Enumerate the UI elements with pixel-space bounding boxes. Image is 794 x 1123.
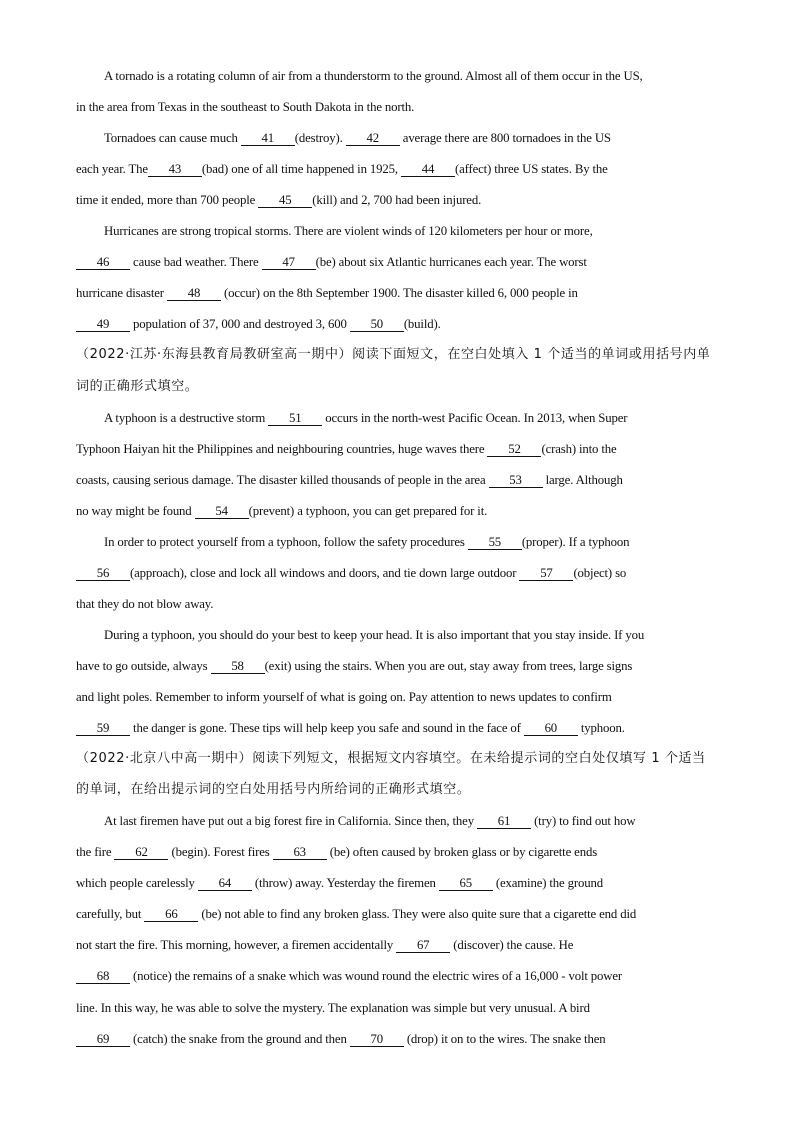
text-line: carefully, but 66 (be) not able to find any broken glass. They were also quite sure that a cigarette end did [76, 907, 637, 922]
text-line: line. In this way, he was able to solve the mystery. The explanation was simple but very unusual. A bird [76, 1000, 590, 1015]
answer-blank[interactable]: 64 [198, 876, 252, 891]
answer-blank[interactable]: 60 [524, 721, 578, 736]
answer-blank[interactable]: 69 [76, 1032, 130, 1047]
answer-blank[interactable]: 56 [76, 566, 130, 581]
text-line: 49 population of 37, 000 and destroyed 3, 600 50 (build). [76, 316, 726, 332]
text-line: A typhoon is a destructive storm 51 occurs in the north-west Pacific Ocean. In 2013, when Super [104, 410, 628, 425]
answer-blank[interactable]: 57 [519, 566, 573, 581]
text-line: each year. The 43 (bad) one of all time happened in 1925, 44 (affect) three US states. By the [76, 162, 608, 177]
answer-blank[interactable]: 43 [148, 162, 202, 177]
text-line: 59 the danger is gone. These tips will help keep you safe and sound in the face of 60 typhoon. [76, 720, 726, 736]
answer-blank[interactable]: 42 [346, 131, 400, 146]
instruction-line: （2022·江苏·东海县教育局教研室高一期中）阅读下面短文，在空白处填入 1 个适当的单词或用括号内单 [76, 347, 711, 363]
text-line: in the area from Texas in the southeast to South Dakota in the north. [76, 100, 415, 115]
answer-blank[interactable]: 58 [211, 659, 265, 674]
text-line: the fire 62 (begin). Forest fires 63 (be) often caused by broken glass or by cigarette ends [76, 845, 598, 860]
answer-blank[interactable]: 55 [468, 535, 522, 550]
answer-blank[interactable]: 46 [76, 255, 130, 270]
text-line: Typhoon Haiyan hit the Philippines and neighbouring countries, huge waves there 52 (crash) into the [76, 441, 617, 456]
text-line: 68 (notice) the remains of a snake which was wound round the electric wires of a 16,000 - volt power [76, 968, 726, 984]
text-line: 56 (approach), close and lock all windows and doors, and tie down large outdoor 57 (object) so [76, 565, 726, 581]
text-line: no way might be found 54 (prevent) a typhoon, you can get prepared for it. [76, 503, 488, 518]
text-line: In order to protect yourself from a typhoon, follow the safety procedures 55 (proper). If a typhoon [104, 534, 630, 549]
answer-blank[interactable]: 54 [195, 504, 249, 519]
text-line: have to go outside, always 58 (exit) using the stairs. When you are out, stay away from trees, large signs [76, 658, 633, 673]
text-line: Hurricanes are strong tropical storms. There are violent winds of 120 kilometers per hour or more, [104, 224, 593, 239]
answer-blank[interactable]: 51 [268, 411, 322, 426]
answer-blank[interactable]: 65 [439, 876, 493, 891]
answer-blank[interactable]: 66 [144, 907, 198, 922]
answer-blank[interactable]: 48 [167, 286, 221, 301]
text-line: 46 cause bad weather. There 47 (be) about six Atlantic hurricanes each year. The worst [76, 254, 726, 270]
answer-blank[interactable]: 52 [487, 442, 541, 457]
text-line: and light poles. Remember to inform yourself of what is going on. Pay attention to news updates to confirm [76, 690, 612, 704]
answer-blank[interactable]: 49 [76, 317, 130, 332]
instruction-line: 词的正确形式填空。 [76, 378, 199, 394]
text-line: hurricane disaster 48 (occur) on the 8th September 1900. The disaster killed 6, 000 people in [76, 286, 578, 301]
answer-blank[interactable]: 41 [241, 131, 295, 146]
answer-blank[interactable]: 63 [273, 845, 327, 860]
text-line: Tornadoes can cause much 41 (destroy). 42 average there are 800 tornadoes in the US [104, 131, 611, 146]
answer-blank[interactable]: 45 [258, 193, 312, 208]
text-line: not start the fire. This morning, however, a firemen accidentally 67 (discover) the cause. He [76, 938, 574, 953]
answer-blank[interactable]: 70 [350, 1032, 404, 1047]
text-line: time it ended, more than 700 people 45 (kill) and 2, 700 had been injured. [76, 193, 482, 208]
answer-blank[interactable]: 47 [262, 255, 316, 270]
text-line: which people carelessly 64 (throw) away. Yesterday the firemen 65 (examine) the ground [76, 876, 603, 891]
text-line: 69 (catch) the snake from the ground and then 70 (drop) it on to the wires. The snake then [76, 1031, 726, 1047]
text-line: A tornado is a rotating column of air from a thunderstorm to the ground. Almost all of them occur in the US, [104, 69, 643, 83]
answer-blank[interactable]: 59 [76, 721, 130, 736]
answer-blank[interactable]: 68 [76, 969, 130, 984]
text-line: coasts, causing serious damage. The disaster killed thousands of people in the area 53 large. Although [76, 472, 623, 487]
answer-blank[interactable]: 67 [396, 938, 450, 953]
text-line: At last firemen have put out a big forest fire in California. Since then, they 61 (try) to find out how [104, 814, 636, 829]
answer-blank[interactable]: 61 [477, 814, 531, 829]
answer-blank[interactable]: 53 [489, 473, 543, 488]
answer-blank[interactable]: 50 [350, 317, 404, 332]
instruction-line: 的单词，在给出提示词的空白处用括号内所给词的正确形式填空。 [76, 782, 471, 798]
instruction-line: （2022·北京八中高一期中）阅读下列短文，根据短文内容填空。在未给提示词的空白处仅填写 1 个适当 [76, 751, 706, 767]
text-line: that they do not blow away. [76, 596, 214, 611]
answer-blank[interactable]: 44 [401, 162, 455, 177]
text-line: During a typhoon, you should do your best to keep your head. It is also important that you stay inside. If you [104, 627, 645, 642]
answer-blank[interactable]: 62 [114, 845, 168, 860]
